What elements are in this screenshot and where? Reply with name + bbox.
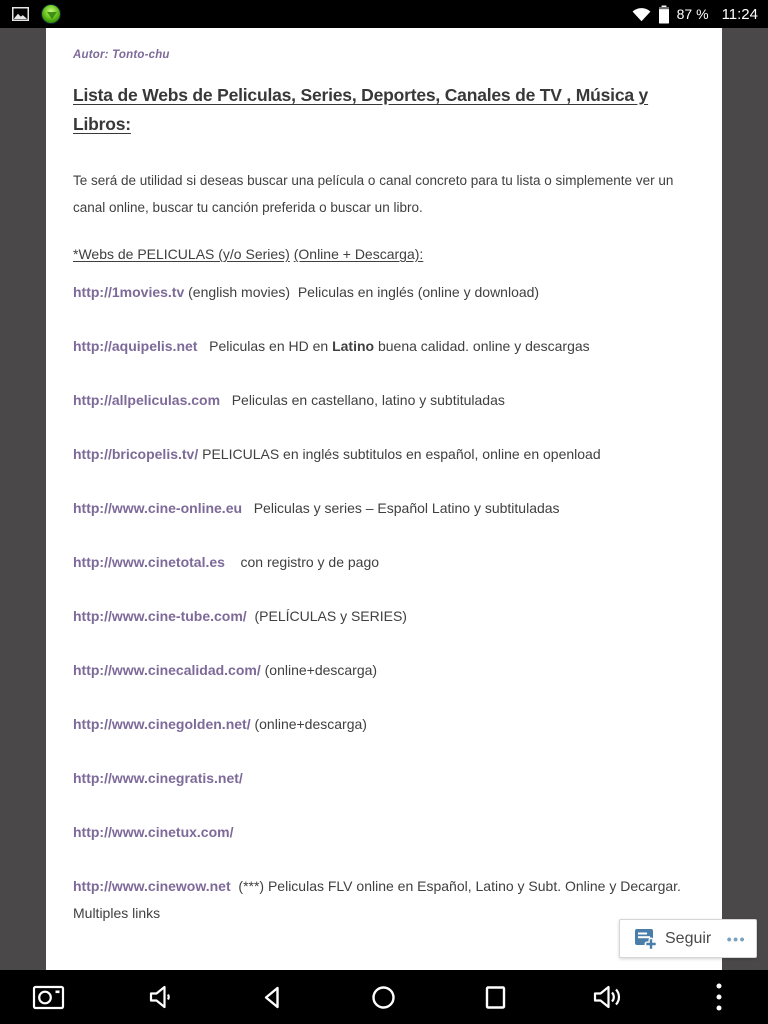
link-cinetux[interactable]: http://www.cinetux.com/ (73, 824, 234, 840)
link-desc: Peliculas en HD en (197, 338, 333, 354)
author-line: Autor: Tonto-chu (73, 49, 170, 61)
list-item (73, 657, 695, 684)
link-desc: (online+descarga) (260, 662, 378, 678)
follow-more-dots[interactable]: ••• (726, 930, 746, 947)
clock: 11:24 (721, 5, 758, 23)
link-cinegolden[interactable]: http://www.cinegolden.net/ (73, 716, 251, 732)
page-title: Lista de Webs de Peliculas, Series, Deportes, Canales de TV , Música y Libros: (73, 85, 649, 134)
link-desc: con registro y de pago (224, 554, 380, 570)
list-item (73, 819, 695, 846)
link-desc: (online+descarga) (250, 716, 367, 732)
home-icon[interactable] (361, 970, 407, 1024)
screenshot-picture-icon (12, 7, 29, 21)
green-app-icon (41, 4, 61, 24)
link-allpeliculas[interactable]: http://allpeliculas.com (73, 392, 221, 408)
list-item (73, 333, 695, 360)
list-item (73, 873, 695, 927)
list-item (73, 441, 695, 468)
wifi-icon (632, 6, 651, 22)
link-desc: (english movies) Peliculas en inglés (online y download) (184, 284, 540, 300)
list-item (73, 387, 695, 414)
web-page-content (46, 28, 722, 970)
battery-icon (658, 5, 670, 24)
link-desc: Peliculas y series – Español Latino y subtituladas (242, 500, 560, 516)
link-cine-tube[interactable]: http://www.cine-tube.com/ (73, 608, 247, 624)
link-desc: (PELÍCULAS y SERIES) (246, 608, 407, 624)
link-cinewow[interactable]: http://www.cinewow.net (73, 878, 231, 894)
list-item (73, 765, 695, 792)
section-heading-part2: (Online + Descarga): (293, 246, 424, 262)
status-bar[interactable] (0, 0, 768, 28)
link-desc: Peliculas en castellano, latino y subtituladas (220, 392, 505, 408)
link-1movies[interactable]: http://1movies.tv (73, 284, 185, 300)
list-item (73, 711, 695, 738)
links-list (73, 279, 695, 927)
link-cinecalidad[interactable]: http://www.cinecalidad.com/ (73, 662, 261, 678)
link-desc: (***) Peliculas FLV online en Español, Latino y Subt. Online y Decargar. Multiples links (73, 878, 685, 921)
section-heading-part1: *Webs de PELICULAS (y/o Series) (73, 246, 290, 262)
link-aquipelis[interactable]: http://aquipelis.net (73, 338, 198, 354)
link-desc-bold: Latino (332, 338, 375, 354)
link-desc: buena calidad. online y descargas (374, 338, 590, 354)
link-desc: PELICULAS en inglés subtitulos en español, online en openload (198, 446, 601, 462)
link-bricopelis[interactable]: http://bricopelis.tv/ (73, 446, 199, 462)
back-icon[interactable] (249, 970, 295, 1024)
battery-percent: 87 % (676, 6, 709, 22)
recents-icon[interactable] (473, 970, 519, 1024)
section-heading (73, 246, 695, 262)
navigation-bar (0, 970, 768, 1024)
list-item (73, 495, 695, 522)
follow-button-label[interactable]: Seguir (665, 929, 712, 947)
list-item (73, 279, 695, 306)
volume-up-icon[interactable] (584, 970, 630, 1024)
follow-doc-plus-icon (634, 928, 658, 950)
overflow-menu-icon[interactable] (696, 970, 742, 1024)
list-item (73, 549, 695, 576)
link-cine-online[interactable]: http://www.cine-online.eu (73, 500, 243, 516)
link-cinegratis[interactable]: http://www.cinegratis.net/ (73, 770, 243, 786)
list-item (73, 603, 695, 630)
volume-down-icon[interactable] (138, 970, 184, 1024)
intro-paragraph: Te será de utilidad si deseas buscar una película o canal concreto para tu lista o simplemente ver un canal online, buscar tu canción preferida o buscar un libro. (73, 173, 674, 215)
follow-button[interactable] (619, 919, 757, 958)
link-cinetotal[interactable]: http://www.cinetotal.es (73, 554, 225, 570)
camera-icon[interactable] (26, 970, 72, 1024)
